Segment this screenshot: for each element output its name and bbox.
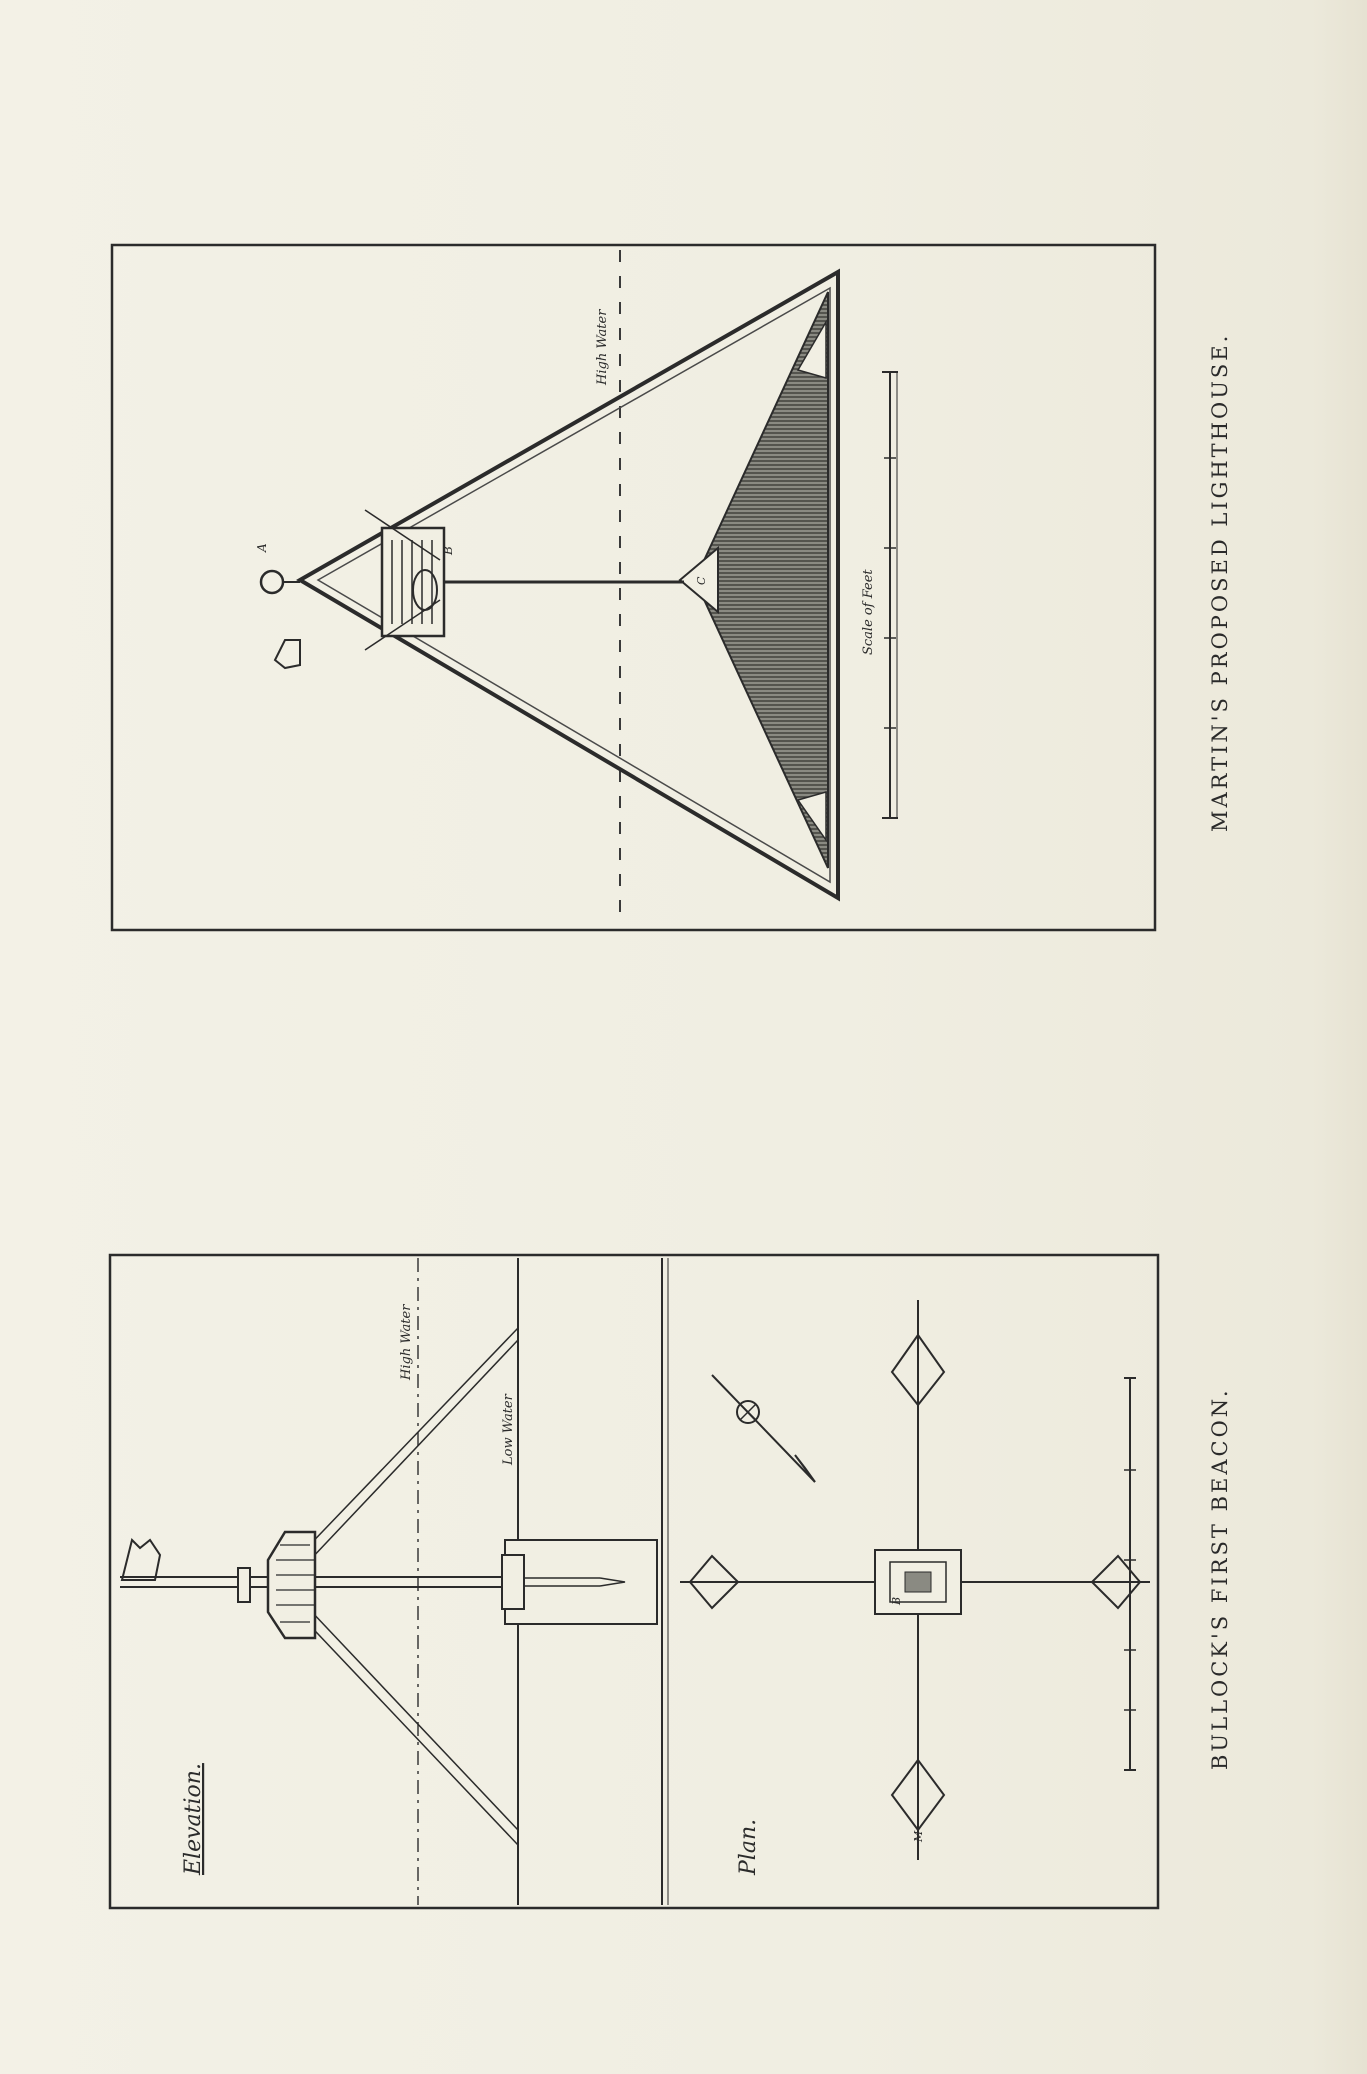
bullock-plan bbox=[680, 1300, 1150, 1860]
bullock-elevation-label: Elevation. bbox=[181, 1763, 206, 1875]
martin-letter-c: C bbox=[695, 576, 708, 585]
martin-figure bbox=[112, 245, 1155, 930]
bullock-letter-b: B bbox=[890, 1596, 903, 1605]
bullock-base-block bbox=[505, 1540, 657, 1624]
bullock-flag bbox=[122, 1540, 160, 1580]
martin-frame bbox=[112, 245, 1155, 930]
martin-letter-a: A bbox=[255, 543, 269, 552]
bullock-letter-m: M bbox=[912, 1830, 925, 1842]
martin-high-water-label: High Water bbox=[595, 309, 610, 385]
martin-letter-b: B bbox=[441, 546, 455, 555]
martin-scale-bar bbox=[882, 372, 898, 818]
bullock-figure bbox=[110, 1255, 1158, 1908]
martin-top-ball bbox=[261, 571, 283, 593]
bullock-low-water-label: Low Water bbox=[501, 1394, 516, 1465]
martin-lantern bbox=[365, 510, 444, 650]
bullock-plan-label: Plan. bbox=[736, 1818, 761, 1875]
bullock-caption: BULLOCK'S FIRST BEACON. bbox=[1208, 1387, 1232, 1770]
martin-scale-label: Scale of Feet bbox=[861, 569, 876, 655]
martin-caption: MARTIN'S PROPOSED LIGHTHOUSE. bbox=[1208, 332, 1232, 832]
martin-flag bbox=[275, 640, 300, 668]
compass-arrow bbox=[712, 1375, 815, 1482]
bullock-lantern bbox=[238, 1532, 315, 1638]
bullock-high-water-label: High Water bbox=[399, 1304, 414, 1380]
